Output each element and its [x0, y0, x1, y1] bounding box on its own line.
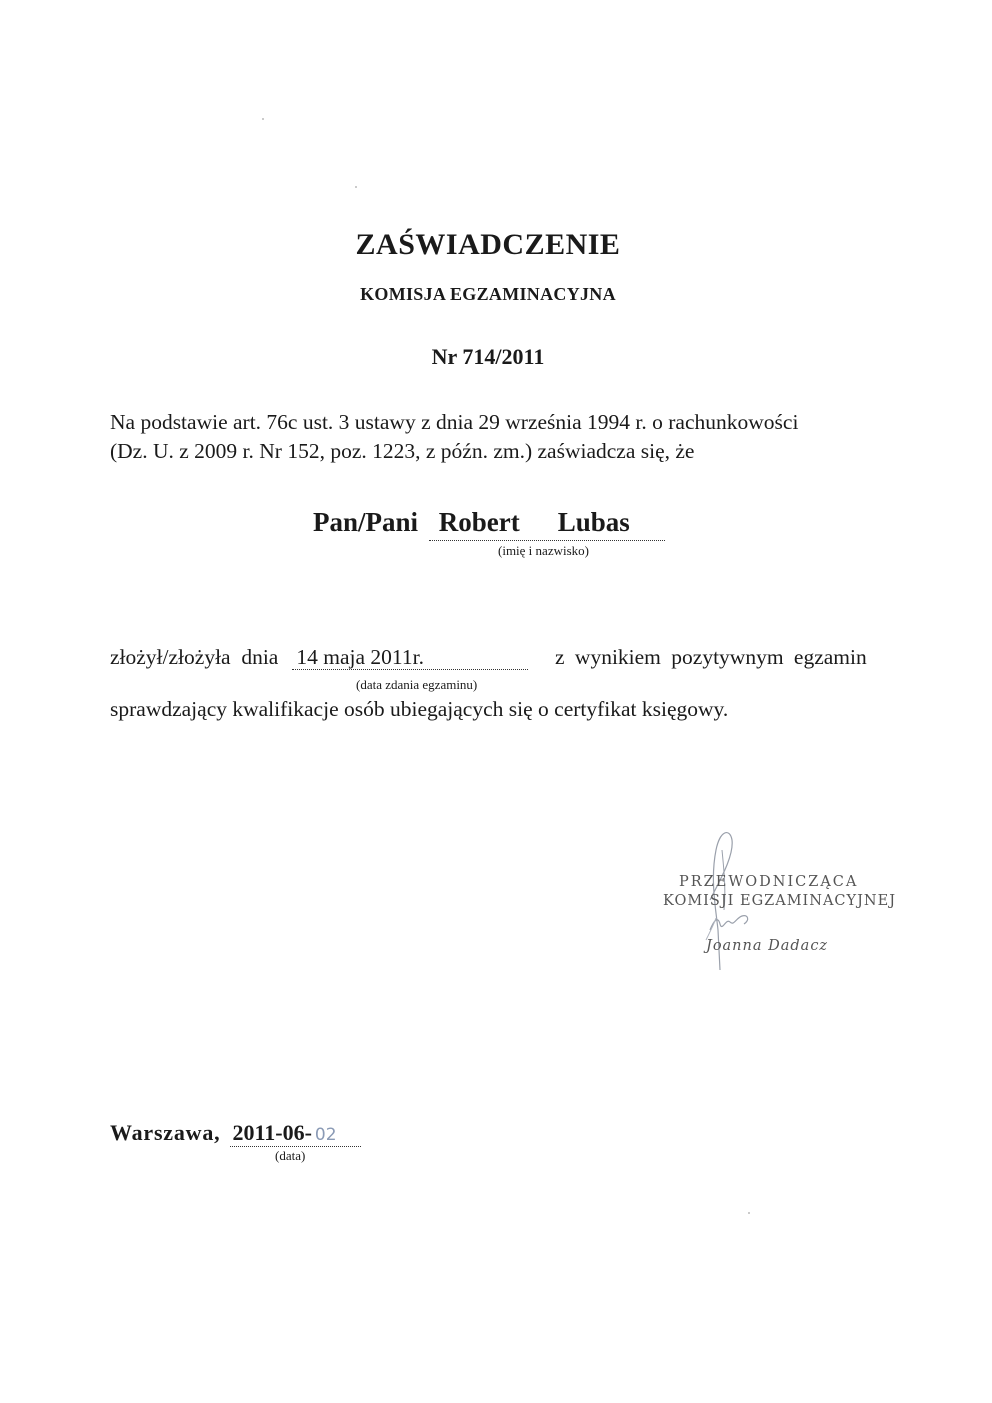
issue-date-field [230, 1120, 361, 1147]
person-prefix: Pan/Pani [313, 507, 419, 537]
document-title: ZAŚWIADCZENIE [355, 228, 621, 261]
scan-speck [748, 1212, 750, 1214]
exam-description: sprawdzający kwalifikacje osób ubiegających się o certyfikat księgowy. [110, 697, 729, 721]
exam-row [110, 645, 528, 670]
issue-date-caption: (data) [275, 1148, 306, 1163]
stamp-committee: KOMISJI EGZAMINACYJNEJ [663, 893, 897, 909]
certificate-number: Nr 714/2011 [431, 344, 545, 369]
person-name-field [429, 507, 665, 541]
scan-speck [262, 118, 264, 120]
person-name-caption: (imię i nazwisko) [498, 543, 589, 558]
legal-basis-line-1: Na podstawie art. 76c ust. 3 ustawy z dnia 29 września 1994 r. o rachunkowości [110, 410, 799, 434]
legal-basis-line-2: (Dz. U. z 2009 r. Nr 152, poz. 1223, z późn. zm.) zaświadcza się, że [110, 439, 695, 463]
place-label: Warszawa, [110, 1120, 221, 1145]
stamp-name: Joanna Dadacz [706, 938, 829, 954]
issue-date-handwritten-day: 02 [314, 1125, 337, 1145]
document-subtitle: KOMISJA EGZAMINACYJNA [360, 284, 616, 304]
person-row [313, 507, 665, 541]
person-last-name: Lubas [557, 507, 630, 537]
issue-date-printed: 2011-06- [232, 1120, 312, 1145]
exam-label: złożył/złożyła dnia [110, 645, 279, 669]
place-date-row [110, 1120, 361, 1147]
stamp-title: PRZEWODNICZĄCA [679, 874, 859, 890]
legal-basis-paragraph [110, 408, 798, 466]
exam-date-field: 14 maja 2011r. [292, 645, 528, 670]
person-first-name: Robert [438, 507, 520, 537]
exam-date-caption: (data zdania egzaminu) [356, 677, 478, 692]
scan-speck [355, 186, 357, 188]
exam-result-text: z wynikiem pozytywnym egzamin [555, 645, 867, 669]
